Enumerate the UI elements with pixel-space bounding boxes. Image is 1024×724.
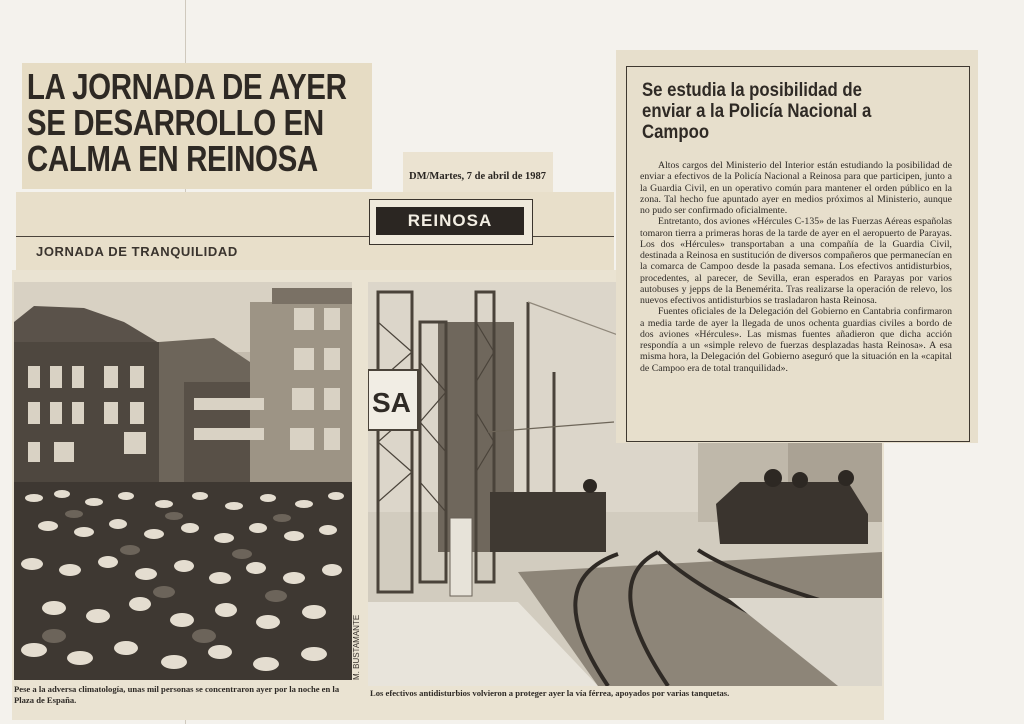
dateline-clipping bbox=[403, 152, 553, 192]
main-headline bbox=[22, 63, 376, 177]
caption-crowd-photo: Pese a la adversa climatología, unas mil personas se concentraron ayer por la noche en la Plaza de España. bbox=[14, 684, 340, 705]
dateline: DM/Martes, 7 de abril de 1987 bbox=[409, 171, 547, 182]
headline-line: CALMA EN REINOSA bbox=[26, 138, 318, 179]
crowd-photo-image bbox=[14, 282, 352, 680]
station-sign-text: SA bbox=[372, 387, 411, 418]
article-body bbox=[640, 160, 952, 374]
article-paragraph: Fuentes oficiales de la Delegación del Gobierno en Cantabria confirmaron a media tarde de ayer la llegada de unos ochenta guardias civiles a bordo de dos aviones «Hércules». Las mismas fuentes añadieron que dicha acción respondía a un «simple relevo de fuerzas desplazadas hasta Reinosa». A esa misma hora, la Delegación del Gobierno aseguró que la situación en la «capital de Campoo era de total tranquilidad». bbox=[640, 306, 952, 374]
section-label-box bbox=[369, 199, 533, 245]
headline-line: LA JORNADA DE AYER bbox=[26, 66, 347, 107]
section-label: REINOSA bbox=[376, 207, 524, 235]
caption-railway-photo: Los efectivos antidisturbios volvieron a proteger ayer la vía férrea, apoyados por varias tanquetas. bbox=[370, 688, 730, 698]
headline-line: SE DESARROLLO EN bbox=[26, 102, 324, 143]
photo-crowd-square bbox=[14, 282, 352, 680]
article-paragraph: Altos cargos del Ministerio del Interior están estudiando la posibilidad de enviar a efectivos de la Policía Nacional a Reinosa para que participen, junto a la Guardia Civil, en un operativo común para mantener el orden público en la zona. Tal hecho fue apuntado ayer en medios próximos al Ministerio, aunque no pudo ser confirmado oficialmente. bbox=[640, 160, 952, 216]
article-paragraph: Entretanto, dos aviones «Hércules C-135» de las Fuerzas Aéreas españolas tomaron tierra a primeras horas de la tarde de ayer en el aeropuerto de Parayas. Los dos «Hércules» transportaban a una compañía de la Guardia Civil, destinada a Reinosa en sustitución de diversos compañeros que permanecían en la comarca de Campoo desde la pasada semana. Los efectivos antidisturbios, procedentes, al parecer, de Sevilla, eran esperados en Parayas por varios autobuses y jepps de la Benemérita. Tras realizarse la operación de relevo, los nuevos efectivos antidisturbios se trasladaron hasta Reinosa. bbox=[640, 216, 952, 306]
article-title: Se estudia la posibilidad de enviar a la Policía Nacional a Campoo bbox=[642, 79, 872, 143]
headline-clipping bbox=[22, 63, 372, 189]
kicker-heading: JORNADA DE TRANQUILIDAD bbox=[36, 244, 238, 259]
photo-credit: M. BUSTAMANTE bbox=[352, 614, 361, 680]
